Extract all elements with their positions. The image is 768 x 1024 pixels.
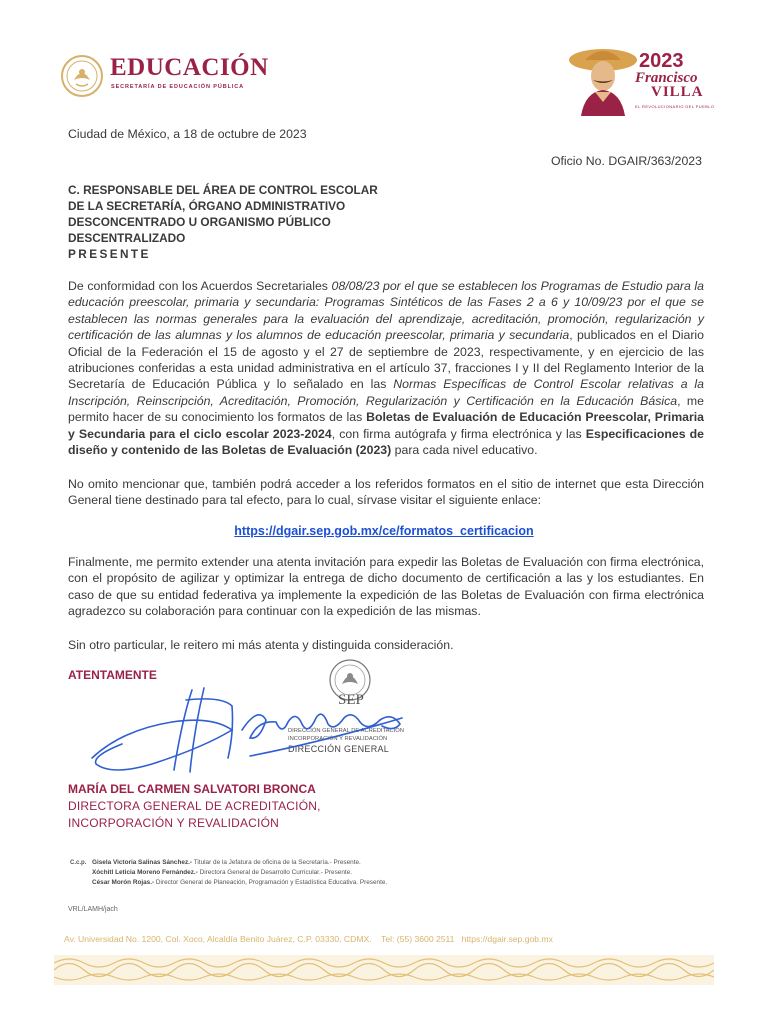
stamp-line: DIRECCIÓN GENERAL [288,744,390,754]
villa-portrait-icon [565,40,645,116]
date-line: Ciudad de México, a 18 de octubre de 2023 [68,127,307,141]
recipient-line: DESCENTRALIZADO [68,231,186,245]
ccp-name: César Morón Rojas.- [92,879,155,886]
ccp-item [92,868,387,878]
signer-name: MARÍA DEL CARMEN SALVATORI BRONCA [68,782,316,796]
text-run: , con firma autógrafa y firma electrónica y las [331,426,586,441]
ccp-role: Directora General de Desarrollo Curricular.- Presente. [197,869,352,876]
footer-phone: Tel: (55) 3600 2511 [381,934,455,944]
recipient-line: DE LA SECRETARÍA, ÓRGANO ADMINISTRATIVO [68,199,346,213]
closing-atentamente: ATENTAMENTE [68,668,157,682]
oficio-number: Oficio No. DGAIR/363/2023 [550,154,702,168]
italic-run: 08/08/23 por el que se establecen los Programas de Estudio para la educación preescolar, primaria y secundaria: Programas Sintéticos de las Fases 2 a 6 y 10/09/23 por el que se establecen las normas generales para la evaluación del aprendizaje, acreditación, promoción, regularización y certificación de las alumnas y los alumnos de educación preescolar, primaria y secundaria [68,279,705,343]
decorative-footer-band-icon [54,955,714,985]
ccp-item [92,858,387,868]
ccp-role: Titular de la Jefatura de oficina de la Secretaría.- Presente. [192,859,361,866]
logo-name-line1: Francisco [635,70,698,86]
body-paragraph-2: No omito mencionar que, también podrá acceder a los referidos formatos en el sitio de internet que esta Dirección General tiene destinado para tal efecto, para lo cual, sírvase visitar el siguiente enlace: [68,477,704,508]
sep-logo [60,52,290,102]
recipient-block [68,182,378,262]
logo-tagline: EL REVOLUCIONARIO DEL PUEBLO [635,104,715,109]
stamp-line: DIRECCIÓN GENERAL DE ACREDITACIÓN [288,728,404,734]
ccp-role: Director General de Planeación, Programación y Estadística Educativa. Presente. [154,879,388,886]
text-run: , publicados en el Diario Oficial de la Federación el 15 de agosto y el 27 de septiembre de 2023, respectivamente, y en ejercicio de las atribuciones conferidas a esta unidad administrativa en el artículo 37, fracciones I y II del Reglamento Interior de la Secretaría de Educación Pública y lo señalado en las [68,328,704,392]
ccp-list [92,858,387,888]
stamp-line: INCORPORACIÓN Y REVALIDACIÓN [288,736,388,742]
ccp-item [92,878,387,888]
text-run: , me permito hacer de su conocimiento los formatos de las [68,393,705,425]
ccp-name: Xóchitl Leticia Moreno Fernández.- [92,869,198,876]
bold-run: Especificaciones de diseño y contenido de las Boletas de Evaluación (2023) [68,426,705,458]
ccp-label: C.c.p. [70,860,87,866]
handwritten-signature [82,660,422,780]
text-run: para cada nivel educativo. [391,443,538,458]
francisco-villa-2023-logo [565,40,715,120]
formatos-link[interactable]: https://dgair.sep.gob.mx/ce/formatos_certificacion [234,524,534,538]
stamp-sep-text: SEP [338,692,364,708]
presente-label: PRESENTE [68,247,151,261]
ccp-name: Gisela Victoria Salinas Sánchez.- [92,859,193,866]
footer-url[interactable]: https://dgair.sep.gob.mx [461,934,553,944]
reference-initials: VRL/LAMH/jach [68,906,118,913]
signer-title: DIRECTORA GENERAL DE ACREDITACIÓN, [68,799,321,813]
national-seal-icon [60,54,104,98]
logo-name-line2: VILLA [651,84,704,100]
logo-subtitle: SECRETARÍA DE EDUCACIÓN PÚBLICA [111,84,245,90]
body-paragraph-3: Finalmente, me permito extender una atenta invitación para expedir las Boletas de Evaluación con firma electrónica, con el propósito de agilizar y optimizar la entrega de dicho documento de certificación a las y los estudiantes. En caso de que su entidad federativa ya implemente la expedición de las Boletas de Evaluación con firma electrónica agradezco su colaboración para continuar con la expedición de las mismas. [68,555,704,619]
footer-address: Av. Universidad No. 1200, Col. Xoco, Alcaldía Benito Juárez, C.P. 03330, CDMX. [64,934,372,944]
signer-title: INCORPORACIÓN Y REVALIDACIÓN [68,816,279,830]
logo-title: EDUCACIÓN [110,54,269,81]
body-paragraph-4: Sin otro particular, le reitero mi más atenta y distinguida consideración. [68,638,454,652]
logo-year: 2023 [639,50,684,72]
recipient-line: C. RESPONSABLE DEL ÁREA DE CONTROL ESCOLAR [68,183,378,197]
italic-run: Normas Específicas de Control Escolar relativas a la Inscripción, Reinscripción, Acreditación, Promoción, Regularización y Certificación en la Educación Básica [68,377,705,408]
bold-run: Boletas de Evaluación de Educación Preescolar, Primaria y Secundaria para el ciclo escolar 2023-2024 [68,410,705,441]
footer-contact [64,934,553,944]
text-run: De conformidad con los Acuerdos Secretariales [68,279,332,293]
recipient-line: DESCONCENTRADO U ORGANISMO PÚBLICO [68,215,331,229]
body-paragraph-1 [68,278,704,458]
